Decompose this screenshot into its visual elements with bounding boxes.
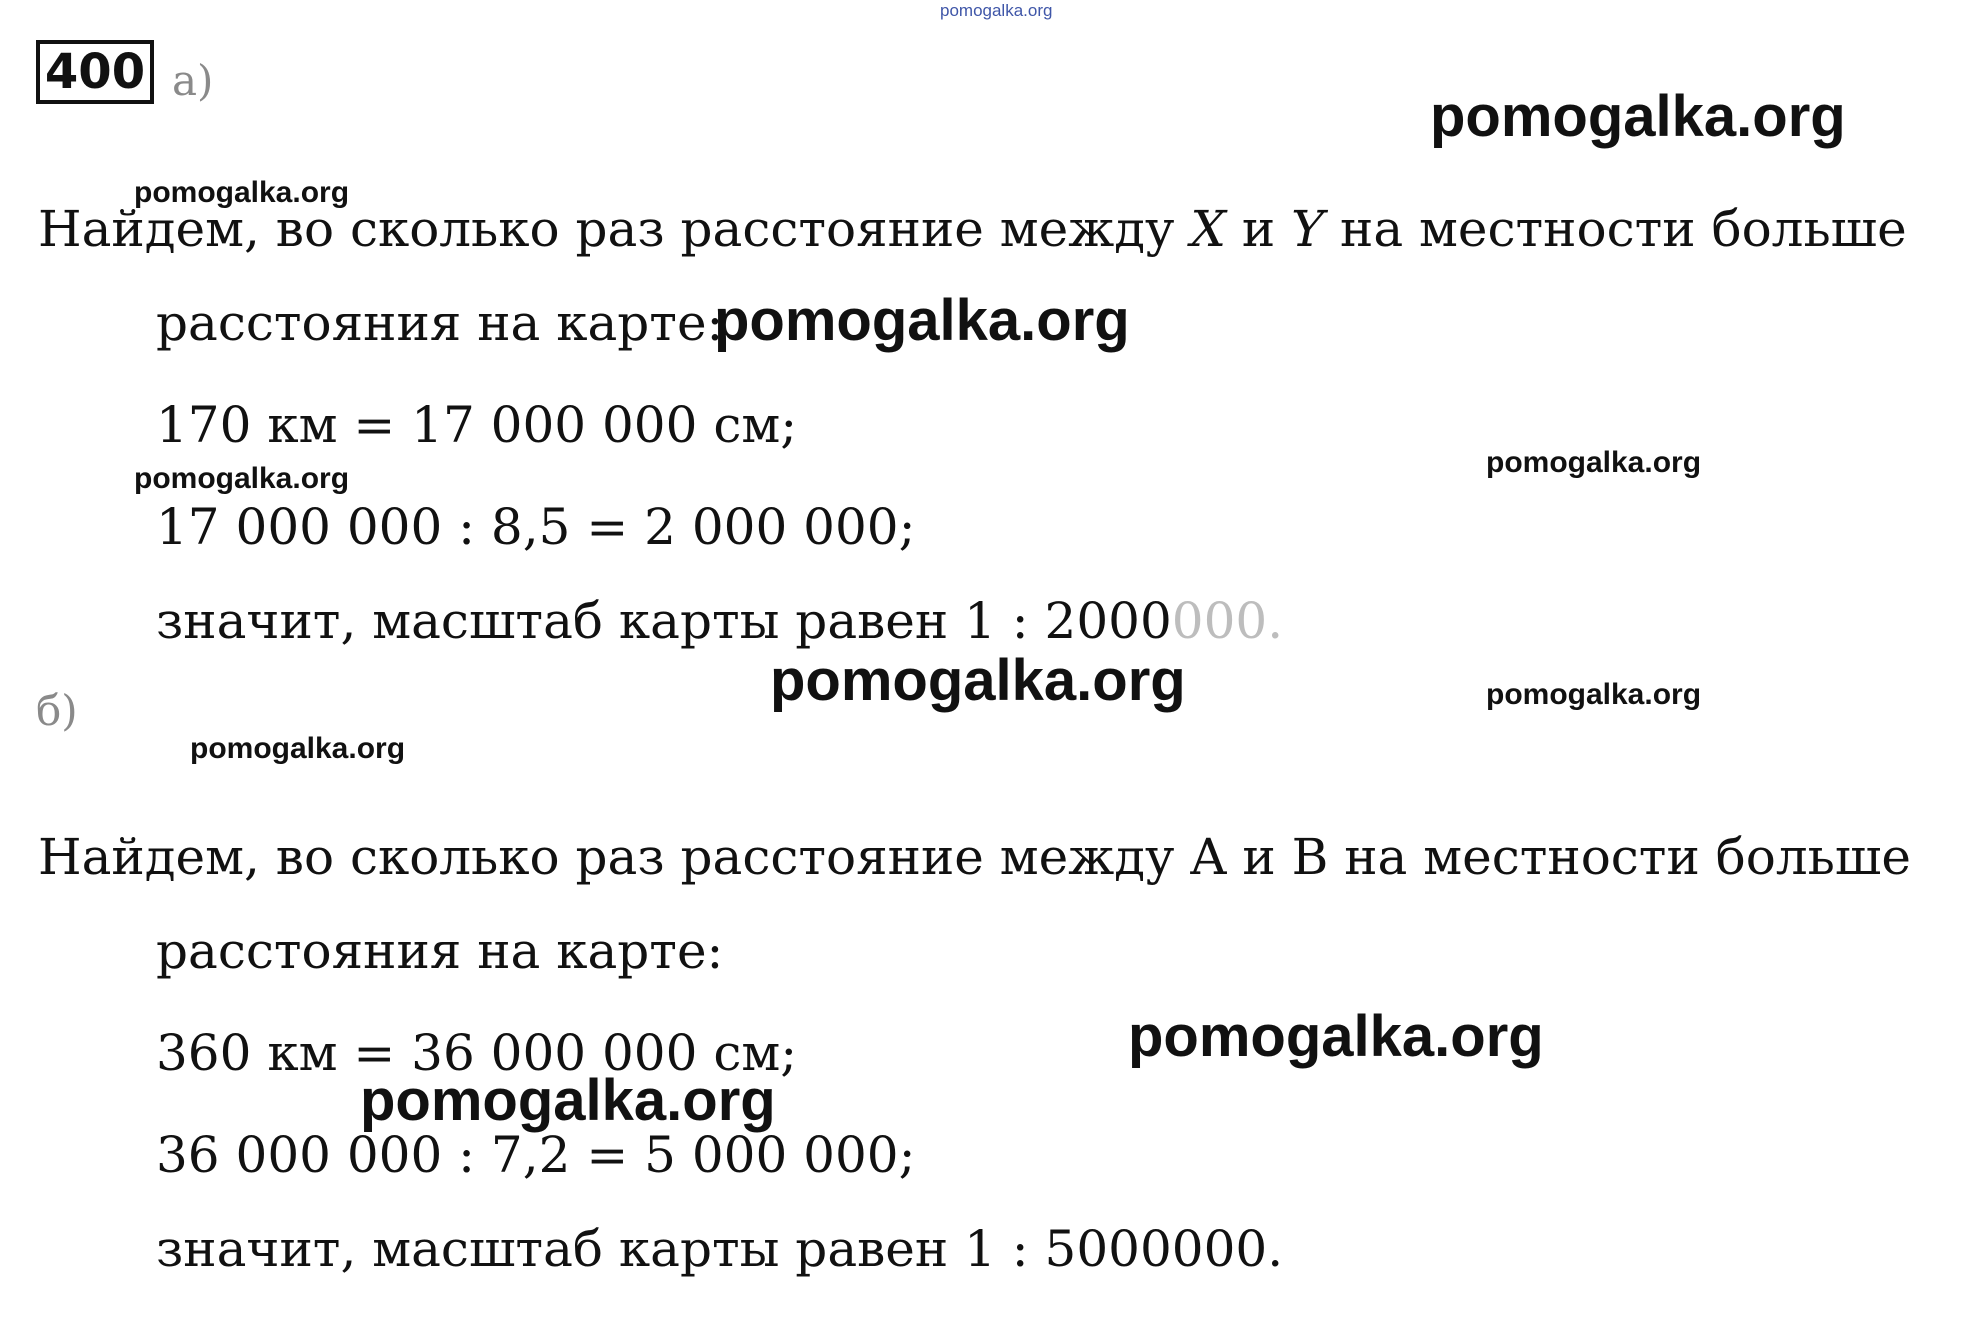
part-a-conclusion-end: 000. [1171, 592, 1284, 650]
variable-x: X [1190, 200, 1226, 258]
watermark: pomogalka.org [1486, 678, 1702, 711]
watermark: pomogalka.org [1486, 446, 1702, 479]
part-a-intro-text-1: Найдем, во сколько раз расстояние между [38, 200, 1191, 258]
watermark: pomogalka.org [360, 1068, 776, 1133]
part-a-conversion: 170 км = 17 000 000 см; [156, 396, 798, 454]
part-a-intro-text-2: на местности больше [1324, 200, 1907, 258]
watermark: pomogalka.org [1128, 1004, 1544, 1069]
part-b-label: б) [36, 686, 78, 735]
part-a-and: и [1225, 200, 1292, 258]
watermark: pomogalka.org [1430, 84, 1846, 149]
part-b-intro-line1: Найдем, во сколько раз расстояние между A и B на местности больше [38, 828, 1911, 886]
part-b-intro-line2: расстояния на карте: [156, 922, 724, 980]
part-a-division: 17 000 000 : 8,5 = 2 000 000; [156, 498, 916, 556]
variable-y: Y [1291, 200, 1325, 258]
part-a-conclusion [156, 592, 1284, 650]
task-number: 400 [44, 44, 146, 100]
watermark: pomogalka.org [134, 176, 350, 209]
watermark: pomogalka.org [134, 462, 350, 495]
part-a-conclusion-text: значит, масштаб карты равен 1 : 2000 [156, 592, 1172, 650]
part-a-intro-line2: расстояния на карте: [156, 294, 724, 352]
part-a-label: а) [172, 56, 214, 105]
watermark: pomogalka.org [770, 648, 1186, 713]
watermark: pomogalka.org [714, 288, 1130, 353]
task-number-box [36, 40, 154, 104]
part-b-conversion: 360 км = 36 000 000 см; [156, 1024, 798, 1082]
part-b-conclusion: значит, масштаб карты равен 1 : 5000000. [156, 1220, 1284, 1278]
part-b-division: 36 000 000 : 7,2 = 5 000 000; [156, 1126, 916, 1184]
watermark-top: pomogalka.org [940, 1, 1053, 20]
watermark: pomogalka.org [190, 732, 406, 765]
part-a-intro-line1 [38, 200, 1907, 258]
